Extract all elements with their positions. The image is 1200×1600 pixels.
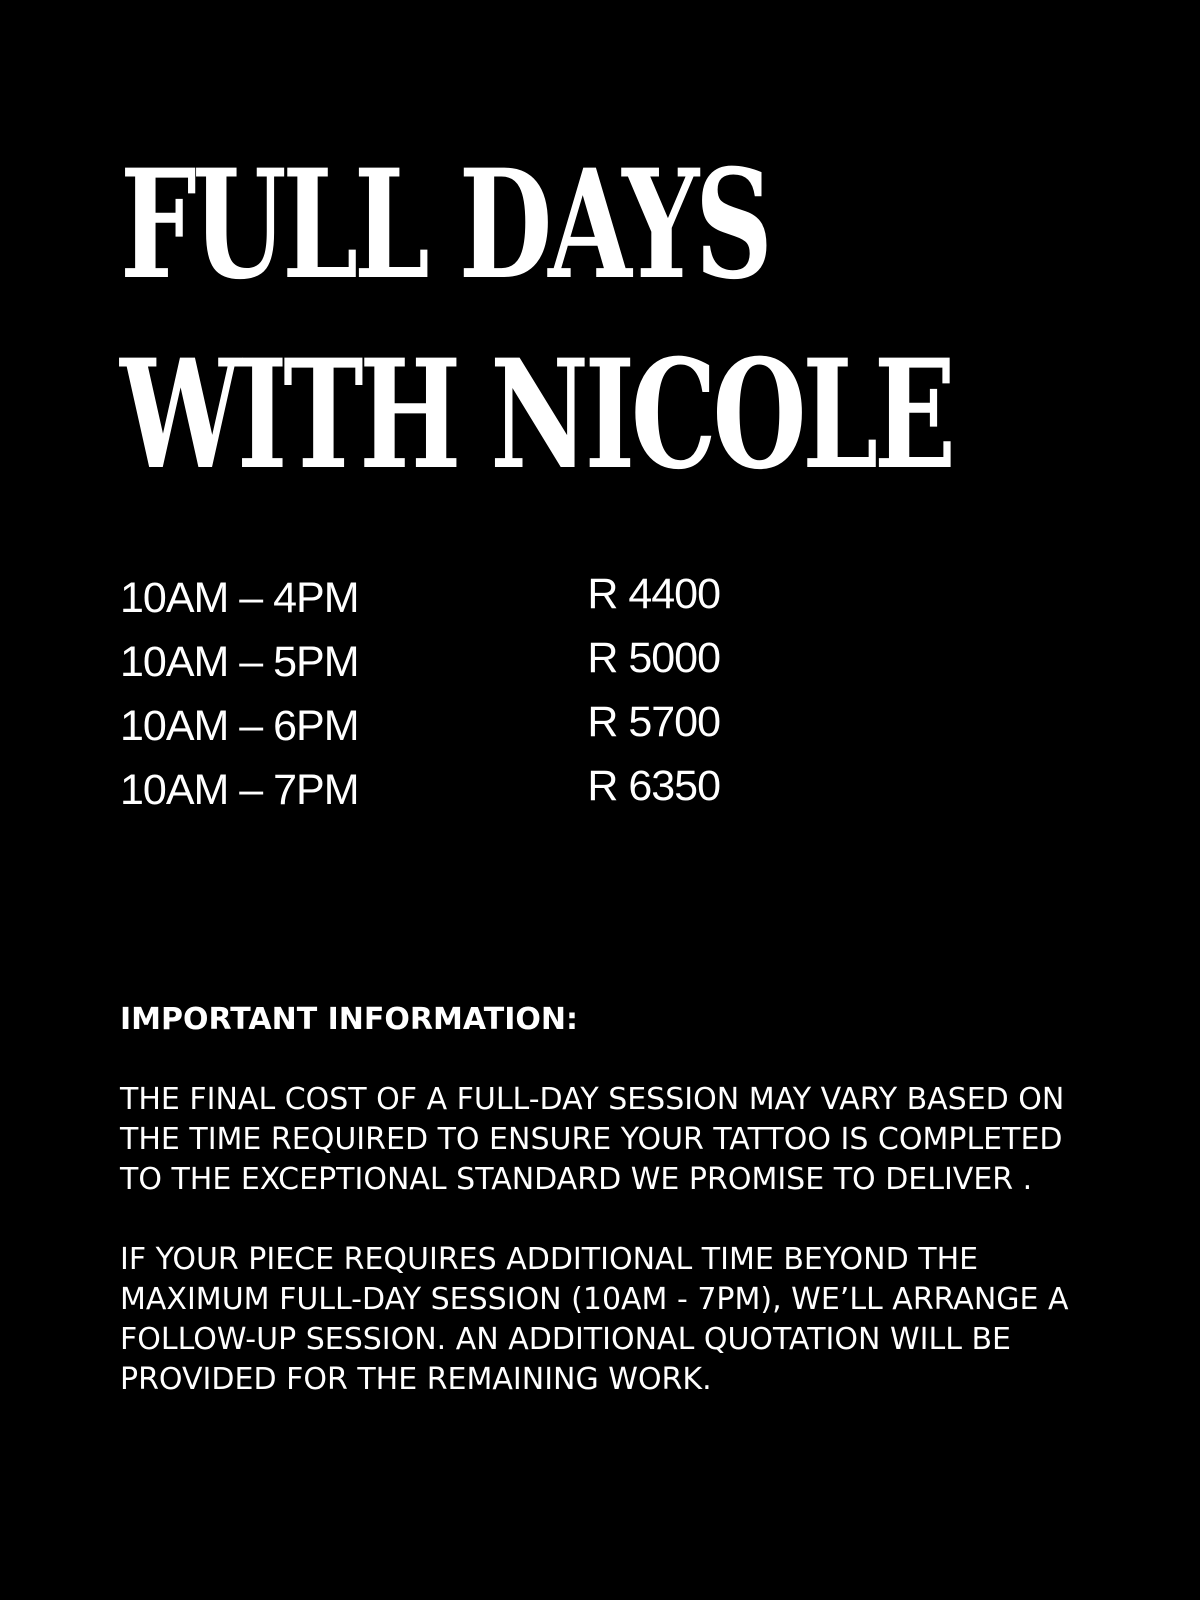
price-row (120, 566, 720, 630)
info-paragraph-follow-up: IF YOUR PIECE REQUIRES ADDITIONAL TIME BEYOND THE MAXIMUM FULL-DAY SESSION (10AM - 7PM), WE’LL ARRANGE A FOLLOW-UP SESSION. AN ADDITIONAL QUOTATION WILL BE PROVIDED FOR THE REMAINING WORK. (120, 1242, 1069, 1397)
page-title (120, 130, 952, 510)
session-price: R 5000 (587, 634, 720, 682)
session-time: 10AM – 7PM (120, 766, 359, 814)
session-price: R 6350 (587, 762, 720, 810)
price-list (120, 566, 720, 822)
important-information (120, 1000, 1080, 1440)
price-row (120, 694, 720, 758)
session-time: 10AM – 5PM (120, 638, 359, 686)
title-line-1: FULL DAYS (120, 137, 769, 313)
info-paragraph-cost: THE FINAL COST OF A FULL-DAY SESSION MAY VARY BASED ON THE TIME REQUIRED TO ENSURE YOUR TATTOO IS COMPLETED TO THE EXCEPTIONAL STANDARD WE PROMISE TO DELIVER . (120, 1082, 1065, 1197)
price-row (120, 758, 720, 822)
info-heading: IMPORTANT INFORMATION: (120, 1002, 578, 1037)
price-row (120, 630, 720, 694)
session-time: 10AM – 4PM (120, 574, 359, 622)
session-price: R 4400 (587, 570, 720, 618)
title-line-2: WITH NICOLE (120, 327, 952, 503)
session-time: 10AM – 6PM (120, 702, 359, 750)
session-price: R 5700 (587, 698, 720, 746)
